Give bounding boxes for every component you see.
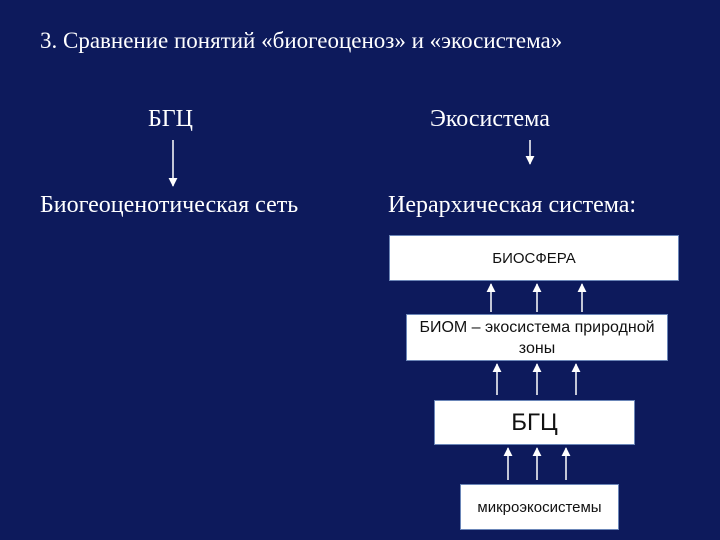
bgc-box-label: БГЦ	[511, 408, 558, 436]
bgc-description: Биогеоценотическая сеть	[40, 192, 299, 218]
biosphere-label: БИОСФЕРА	[492, 249, 576, 267]
ecosystem-description: Иерархическая система:	[388, 192, 637, 218]
biome-label: БИОМ – экосистема природной зоны	[419, 318, 655, 357]
bgc-box	[434, 400, 635, 445]
micro-ecosystems-box	[460, 484, 619, 530]
bgc-heading: БГЦ	[148, 106, 193, 132]
biome-box	[406, 314, 668, 361]
biosphere-box	[389, 235, 679, 281]
micro-ecosystems-label: микроэкосистемы	[477, 498, 602, 516]
slide-title: 3. Сравнение понятий «биогеоценоз» и «экосистема»	[40, 28, 563, 53]
ecosystem-heading: Экосистема	[430, 106, 550, 132]
